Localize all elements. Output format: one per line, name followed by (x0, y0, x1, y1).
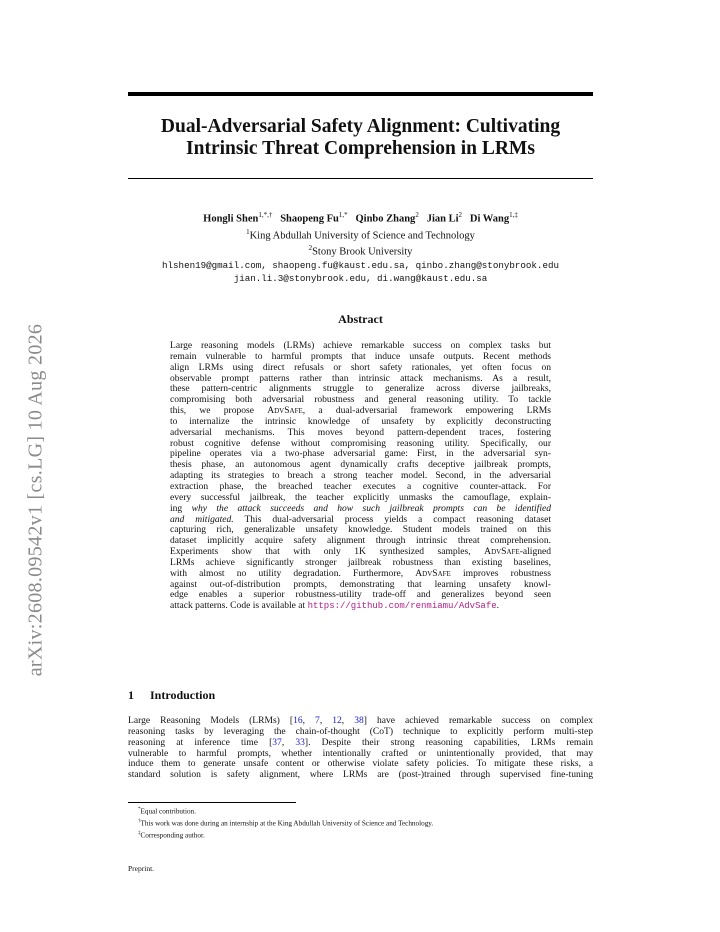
footnote-mark: * (138, 807, 141, 812)
abstract-text: Experiments show that with only 1K synthesized samples, (170, 546, 485, 558)
footnote-rule (128, 802, 296, 803)
affiliation (128, 226, 593, 243)
abstract-text: ing (170, 502, 192, 514)
title-top-rule (128, 92, 593, 96)
affiliation (128, 242, 593, 259)
footnote-text: Equal contribution. (140, 807, 196, 816)
citation-link[interactable]: 7 (315, 715, 320, 726)
introduction-body (128, 716, 593, 781)
author-block (128, 209, 593, 285)
footnote-text: This work was done during an internship at the King Abdullah University of Science and Technology. (140, 819, 434, 828)
author-name: Qinbo Zhang (355, 213, 416, 225)
abstract-line: adapting its strategies to breach a strong teacher model. Second, in the adversarial (170, 470, 551, 482)
author-marks: 1,‡ (509, 211, 518, 219)
arxiv-identifier-text: arXiv:2608.09542v1 [cs.LG] 10 Aug 2026 (24, 323, 47, 677)
abstract-heading: Abstract (338, 312, 383, 326)
email-line: hlshen19@gmail.com, shaopeng.fu@kaust.edu.sa, qinbo.zhang@stonybrook.edu (162, 259, 559, 271)
footnote-mark: † (138, 818, 141, 824)
abstract-text: this, we propose (170, 405, 268, 417)
citation-link[interactable]: 33 (295, 736, 305, 748)
abstract-line: observable prompt patterns rather than intrinsic attack mechanisms. As a result, (170, 372, 551, 384)
abstract-text: , a dual-adversarial framework empowering LRMs (302, 405, 551, 417)
abstract-line: thesis phase, an autonomous agent dynamically crafts deceptive jailbreak prompts, (170, 459, 551, 471)
citation-link[interactable]: 12 (332, 715, 342, 726)
title-line-2: Intrinsic Threat Comprehension in LRMs (186, 138, 535, 159)
intro-line: reasoning at inference time [37, 33]. Despite their strong reasoning capabilities, LRMs remain (128, 736, 593, 748)
footnote-mark: ‡ (138, 830, 141, 836)
intro-line: standard solution is safety alignment, where LRMs are (post-)trained through supervised fine-tuning (128, 769, 593, 781)
abstract-line: compromising both adversarial robustness and general reasoning utility. To tackle (170, 394, 551, 406)
arxiv-identifier (24, 323, 47, 677)
footnote-text: Corresponding author. (140, 831, 205, 840)
method-name: AdvSafe (415, 567, 451, 579)
section-heading (128, 688, 215, 703)
affiliation-text: Stony Brook University (312, 246, 413, 258)
abstract-line: against out-of-distribution prompts, demonstrating that learning unsafety knowl- (170, 578, 551, 590)
method-name: AdvSafe (484, 546, 520, 558)
abstract-text: improves robustness (450, 567, 551, 579)
title-bottom-rule (128, 178, 593, 179)
abstract-line (170, 601, 551, 612)
method-name: AdvSafe (267, 405, 303, 417)
affiliation-mark: 1 (246, 227, 250, 236)
intro-text: Large Reasoning Models (LRMs) [ (128, 715, 294, 726)
email-line: jian.li.3@stonybrook.edu, di.wang@kaust.edu.sa (233, 272, 488, 284)
footnote (138, 829, 433, 841)
footnotes (138, 805, 433, 841)
affiliation-mark: 2 (308, 244, 313, 252)
abstract-line: robust cognitive defense without compromising reasoning utility. Specifically, our (170, 437, 551, 449)
author-marks: 2 (415, 211, 419, 219)
intro-text: ] have achieved remarkable success on complex (363, 715, 593, 726)
section-title: Introduction (150, 688, 216, 702)
abstract-text: attack patterns. Code is available at (170, 600, 308, 612)
abstract-text: with almost no utility degradation. Furthermore, (170, 567, 416, 579)
code-link[interactable]: https://github.com/renmiamu/AdvSafe (307, 601, 497, 612)
preprint-label: Preprint. (128, 864, 155, 873)
intro-line: induce them to generate unsafe content or otherwise violate safety policies. To mitigate these risks, a (128, 758, 593, 770)
abstract-line: pipeline operates via a two-phase adversarial game: First, in the adversarial syn- (170, 448, 551, 460)
section-number: 1 (128, 688, 134, 702)
author-name: Jian Li (426, 213, 459, 225)
citation-link[interactable]: 37 (272, 736, 282, 748)
paper-title (128, 116, 593, 160)
abstract-line: dataset implicitly acquire safety alignment through intrinsic threat comprehension. (170, 535, 551, 547)
abstract-text: This dual-adversarial process yields a compact reasoning dataset (233, 513, 551, 525)
abstract-line: every successful jailbreak, the teacher explicitly unmasks the camouflage, explain- (170, 491, 551, 503)
intro-line: Large Reasoning Models (LRMs) [16, 7, 12, 38] have achieved remarkable success on complex (128, 715, 593, 726)
abstract-line: adversarial mechanisms. This moves beyond pattern-dependent traces, fostering (170, 426, 551, 438)
abstract-text: . (496, 600, 500, 612)
abstract-line: capturing rich, generalizable unsafety knowledge. Student models trained on this (170, 524, 551, 536)
affiliation-text: King Abdullah University of Science and Technology (249, 230, 475, 241)
citation-link[interactable]: 38 (354, 715, 364, 726)
abstract-text: -aligned (519, 546, 551, 558)
abstract-line: align LRMs using direct refusals or short safety rationales, yet often focus on (170, 361, 551, 373)
intro-line: reasoning tasks by leveraging the chain-of-thought (CoT) technique to explicitly perform multi-step (128, 725, 593, 737)
intro-text: reasoning at inference time [ (128, 736, 273, 748)
footnote (138, 805, 433, 817)
footnote (138, 817, 433, 829)
author-marks: 1,*,† (258, 211, 273, 219)
abstract-body (170, 341, 551, 612)
abstract-emphasis: why the attack succeeds and how such jailbreak prompts can be identified (191, 502, 551, 514)
abstract-line (170, 569, 551, 580)
author-marks: 2 (458, 211, 462, 219)
citation-link[interactable]: 16 (293, 715, 303, 726)
abstract-emphasis: and mitigated. (170, 513, 234, 525)
abstract-line: edge enables a superior robustness-utility trade-off and generalizes beyond seen (170, 589, 551, 601)
author-marks: 1,* (338, 211, 348, 219)
abstract-line: LRMs achieve significantly stronger jailbreak robustness than existing baselines, (170, 556, 551, 568)
abstract-line: extraction phase, the breached teacher executes a cognitive counter-attack. For (170, 480, 551, 492)
author-names (128, 209, 593, 226)
abstract-line: these pattern-centric alignments struggle to generalize across diverse jailbreaks, (170, 383, 551, 395)
title-line-1: Dual-Adversarial Safety Alignment: Cultivating (160, 116, 561, 137)
abstract-line: Large reasoning models (LRMs) achieve remarkable success on complex tasks but (170, 340, 551, 351)
abstract-line: remain vulnerable to harmful prompts that induce unsafe outputs. Recent methods (170, 350, 551, 362)
author-name: Hongli Shen (203, 213, 259, 225)
intro-line: vulnerable to harmful prompts, whether intentionally crafted or unintentionally provided, that may (128, 747, 593, 759)
author-name: Shaopeng Fu (280, 213, 339, 225)
abstract-line: to internalize the intrinsic knowledge of unsafety by explicitly deconstructing (170, 415, 551, 427)
intro-text: ]. Despite their strong reasoning capabilities, LRMs remain (304, 736, 593, 748)
author-name: Di Wang (469, 213, 510, 225)
